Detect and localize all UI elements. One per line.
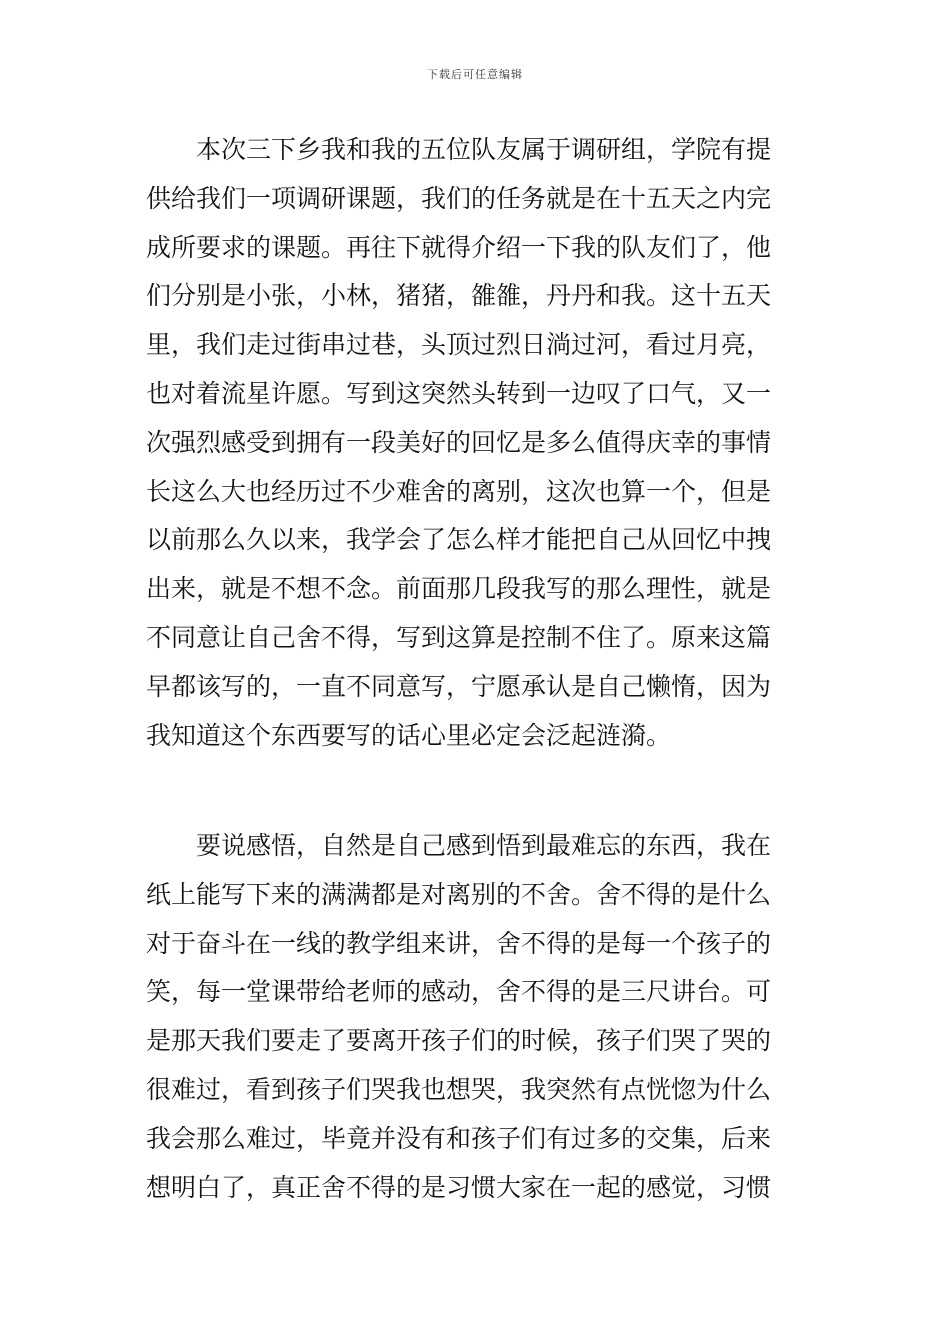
paragraph-line: 出来，就是不想不念。前面那几段我写的那么理性，就是 — [146, 574, 772, 604]
paragraph-line: 成所要求的课题。再往下就得介绍一下我的队友们了，他 — [146, 232, 772, 262]
paragraph-line: 笑，每一堂课带给老师的感动，舍不得的是三尺讲台。可 — [146, 977, 772, 1007]
paragraph-line: 供给我们一项调研课题，我们的任务就是在十五天之内完 — [146, 183, 772, 213]
paragraph-line: 本次三下乡我和我的五位队友属于调研组，学院有提 — [146, 135, 772, 164]
paragraph-1 — [146, 126, 808, 760]
paragraph-line: 次强烈感受到拥有一段美好的回忆是多么值得庆幸的事情 — [146, 427, 772, 457]
paragraph-line: 早都该写的，一直不同意写，宁愿承认是自己懒惰，因为 — [146, 671, 772, 701]
paragraph-2 — [146, 822, 808, 1212]
paragraph-line: 们分别是小张，小林，猪猪，雒雒，丹丹和我。这十五天 — [146, 281, 772, 311]
paragraph-line: 我会那么难过，毕竟并没有和孩子们有过多的交集，后来 — [146, 1123, 772, 1153]
paragraph-line: 里，我们走过街串过巷，头顶过烈日淌过河，看过月亮， — [146, 330, 772, 360]
paragraph-line: 想明白了，真正舍不得的是习惯大家在一起的感觉，习惯 — [146, 1172, 772, 1202]
paragraph-line: 不同意让自己舍不得，写到这算是控制不住了。原来这篇 — [146, 622, 772, 652]
paragraph-line: 纸上能写下来的满满都是对离别的不舍。舍不得的是什么 — [146, 879, 772, 909]
paragraph-line: 也对着流星许愿。写到这突然头转到一边叹了口气，又一 — [146, 378, 772, 408]
paragraph-line: 长这么大也经历过不少难舍的离别，这次也算一个，但是 — [146, 476, 772, 506]
paragraph-line: 要说感悟，自然是自己感到悟到最难忘的东西，我在 — [146, 831, 772, 860]
paragraph-line: 很难过，看到孩子们哭我也想哭，我突然有点恍惚为什么 — [146, 1074, 772, 1104]
paragraph-line: 对于奋斗在一线的教学组来讲，舍不得的是每一个孩子的 — [146, 928, 772, 958]
paragraph-line: 我知道这个东西要写的话心里必定会泛起涟漪。 — [146, 720, 672, 750]
paragraph-line: 是那天我们要走了要离开孩子们的时候，孩子们哭了哭的 — [146, 1026, 772, 1056]
paragraph-line: 以前那么久以来，我学会了怎么样才能把自己从回忆中拽 — [146, 525, 772, 555]
header-note: 下载后可任意编辑 — [427, 68, 523, 81]
